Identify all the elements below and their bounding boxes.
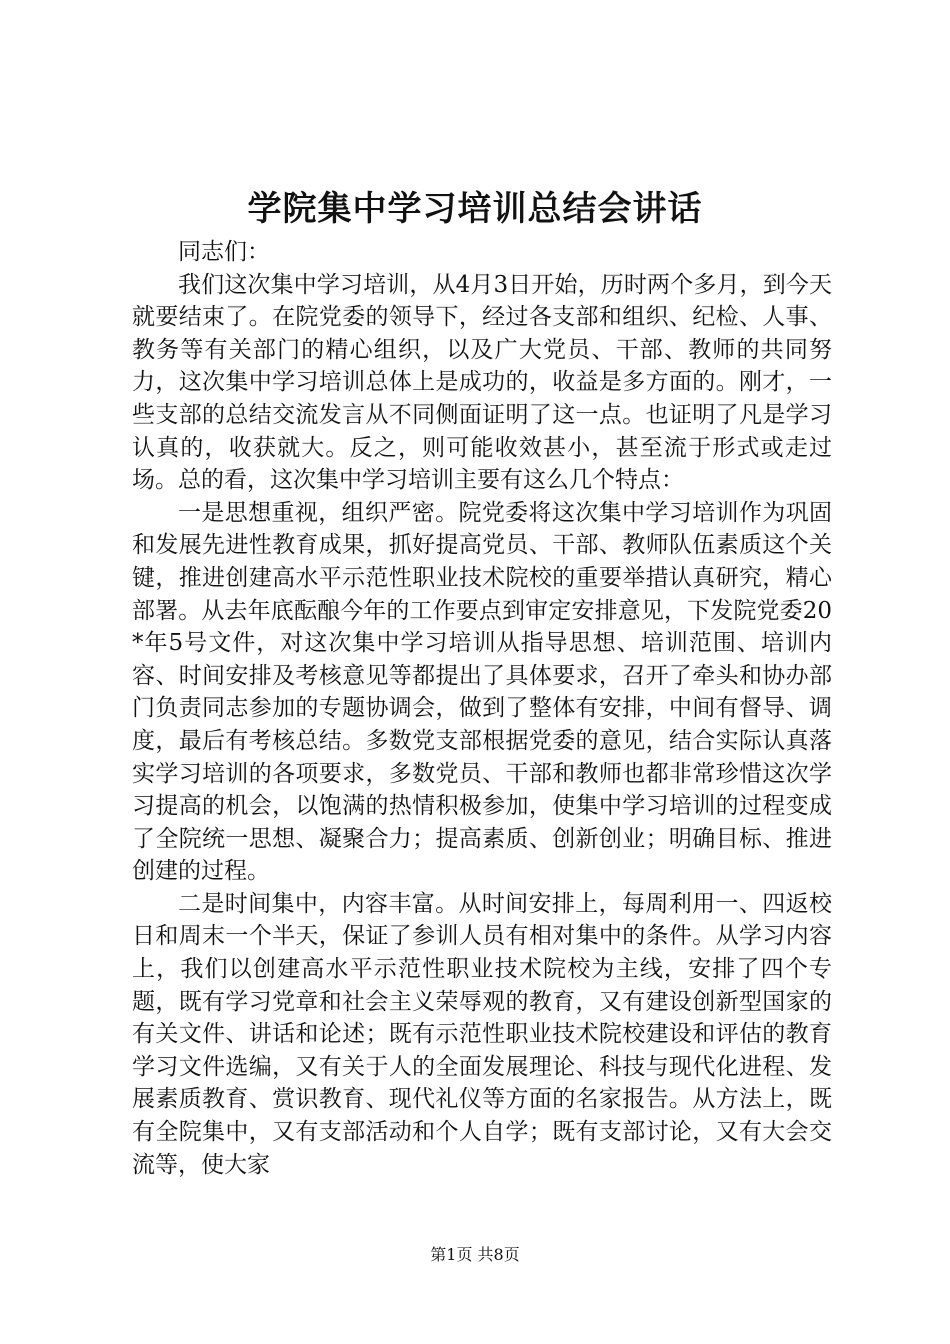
point-two-paragraph: 二是时间集中，内容丰富。从时间安排上，每周利用一、四返校日和周末一个半天，保证了参训人员有相对集中的条件。从学习内容上，我们以创建高水平示范性职业技术院校为主线，安排了四个专题，既有学习党章和社会主义荣辱观的教育，又有建设创新型国家的有关文件、讲话和论述；既有示范性职业技术院校建设和评估的教育学习文件选编，又有关于人的全面发展理论、科技与现代化进程、发展素质教育、赏识教育、现代礼仪等方面的名家报告。从方法上，既有全院集中，又有支部活动和个人自学；既有支部讨论，又有大会交流等，使大家 xyxy=(132,890,832,1178)
point-one-paragraph: 一是思想重视，组织严密。院党委将这次集中学习培训作为巩固和发展先进性教育成果，抓好提高党员、干部、教师队伍素质这个关键，推进创建高水平示范性职业技术院校的重要举措认真研究，精心部署。从去年底酝酿今年的工作要点到审定安排意见，下发院党委20*年5号文件，对这次集中学习培训从指导思想、培训范围、培训内容、时间安排及考核意见等都提出了具体要求，召开了牵头和协办部门负责同志参加的专题协调会，做到了整体有安排，中间有督导、调度，最后有考核总结。多数党支部根据党委的意见，结合实际认真落实学习培训的各项要求，多数党员、干部和教师也都非常珍惜这次学习提高的机会，以饱满的热情积极参加，使集中学习培训的过程变成了全院统一思想、凝聚合力；提高素质、创新创业；明确目标、推进创建的过程。 xyxy=(132,499,832,885)
greeting-paragraph: 同志们： xyxy=(178,239,270,265)
document-title: 学院集中学习培训总结会讲话 xyxy=(247,189,703,229)
page-number-footer: 第1页 共8页 xyxy=(430,1245,520,1264)
document-body xyxy=(132,236,832,1181)
intro-paragraph: 我们这次集中学习培训，从4月3日开始，历时两个多月，到今天就要结束了。在院党委的领导下，经过各支部和组织、纪检、人事、教务等有关部门的精心组织，以及广大党员、干部、教师的共同努力，这次集中学习培训总体上是成功的，收益是多方面的。刚才，一些支部的总结交流发言从不同侧面证明了这一点。也证明了凡是学习认真的，收获就大。反之，则可能收效甚小，甚至流于形式或走过场。总的看，这次集中学习培训主要有这么几个特点： xyxy=(132,271,832,494)
